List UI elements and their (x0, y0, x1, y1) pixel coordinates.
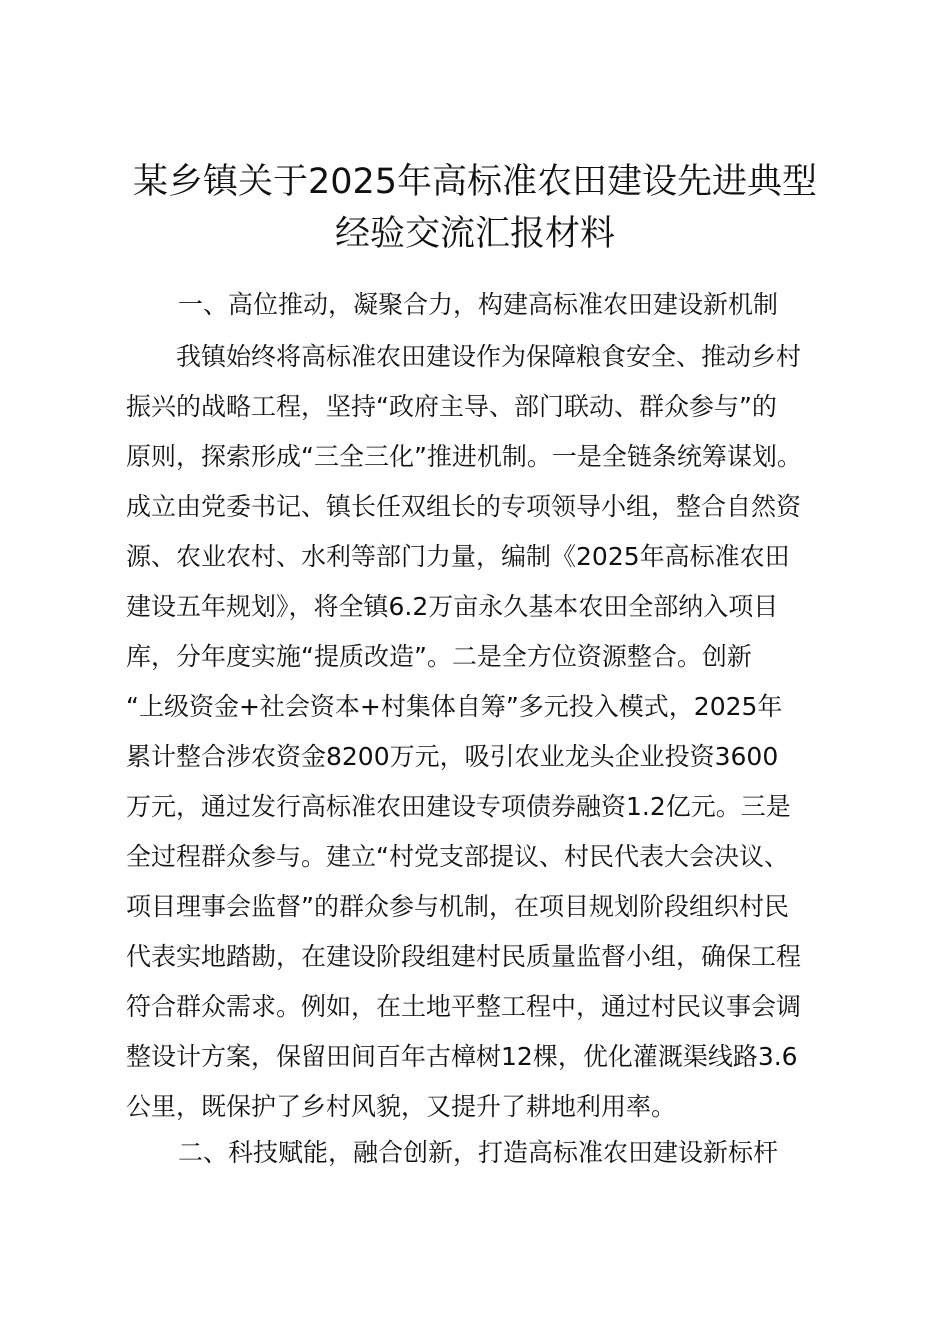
section-1-heading: 一、高位推动，凝聚合力，构建高标准农田建设新机制 (178, 290, 779, 319)
paragraph-line: 整设计方案，保留田间百年古樟树12棵，优化灌溉渠线路3.6 (126, 1042, 798, 1071)
paragraph-line: 公里，既保护了乡村风貌，又提升了耕地利用率。 (126, 1092, 677, 1121)
paragraph-line: 库，分年度实施“提质改造”。二是全方位资源整合。创新 (126, 642, 752, 671)
paragraph-line: 累计整合涉农资金8200万元，吸引农业龙头企业投资3600 (126, 742, 779, 771)
paragraph-line: 代表实地踏勘，在建设阶段组建村民质量监督小组，确保工程 (126, 942, 802, 971)
paragraph-line: 项目理事会监督”的群众参与机制，在项目规划阶段组织村民 (126, 892, 789, 921)
paragraph-line: 建设五年规划》，将全镇6.2万亩永久基本农田全部纳入项目 (126, 592, 779, 621)
paragraph-line: 符合群众需求。例如，在土地平整工程中，通过村民议事会调 (126, 992, 802, 1021)
section-2-heading: 二、科技赋能，融合创新，打造高标准农田建设新标杆 (178, 1138, 779, 1167)
paragraph-line: 全过程群众参与。建立“村党支部提议、村民代表大会决议、 (126, 842, 789, 871)
paragraph-line: “上级资金+社会资本+村集体自筹”多元投入模式，2025年 (126, 692, 783, 721)
document-title-line-1: 某乡镇关于2025年高标准农田建设先进典型 (132, 162, 818, 202)
paragraph-line: 源、农业农村、水利等部门力量，编制《2025年高标准农田 (126, 542, 790, 571)
paragraph-line: 万元，通过发行高标准农田建设专项债券融资1.2亿元。三是 (126, 792, 791, 821)
document-title-line-2: 经验交流汇报材料 (334, 214, 615, 254)
paragraph-line: 成立由党委书记、镇长任双组长的专项领导小组，整合自然资 (126, 492, 802, 521)
paragraph-line: 原则，探索形成“三全三化”推进机制。一是全链条统筹谋划。 (126, 442, 802, 471)
paragraph-line: 振兴的战略工程，坚持“政府主导、部门联动、群众参与”的 (126, 392, 777, 421)
paragraph-line: 我镇始终将高标准农田建设作为保障粮食安全、推动乡村 (126, 342, 802, 371)
